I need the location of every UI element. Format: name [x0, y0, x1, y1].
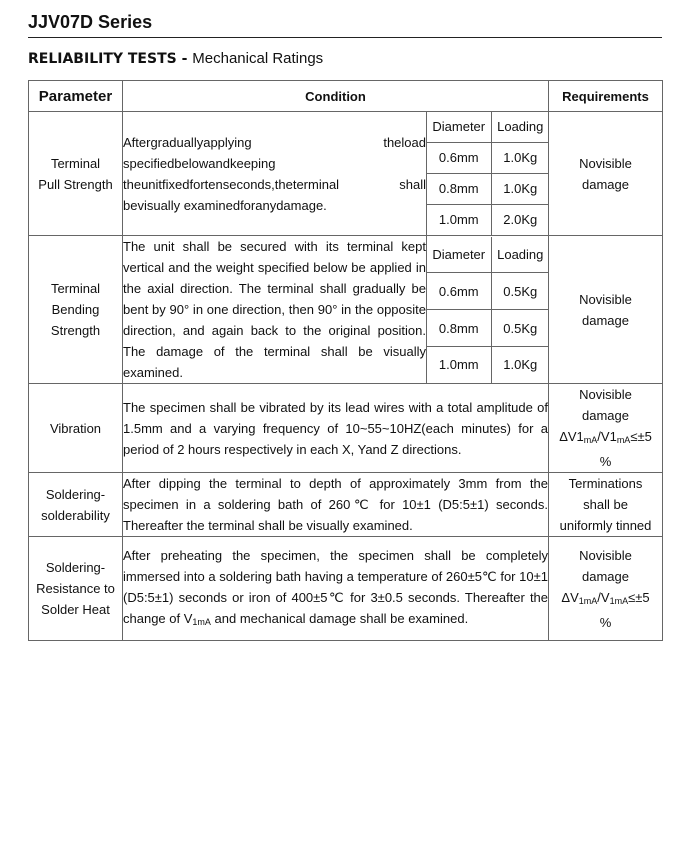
table-row-bending-strength [29, 236, 663, 384]
pull-load-subtable [427, 112, 549, 236]
sub-head-loading: Loading [491, 237, 549, 273]
sub-head-diameter: Diameter [427, 112, 491, 142]
param-pull-strength: Terminal Pull Strength [29, 112, 123, 236]
list-item: 1.0mm 2.0Kg [427, 204, 549, 235]
series-title: JJV07D Series [28, 12, 153, 32]
param-vibration: Vibration [29, 384, 123, 473]
condition-solder-heat: After preheating the specimen, the specimen shall be completely immersed into a soldering bath having a temperature of 260±5℃ for 10±1 (D5:5±1) seconds or iron of 400±5℃ for 3±0.5 seconds. Thereafter the change of $V_{1mA}$ and mechanical damage shall be examined. [123, 537, 549, 641]
req-bending-strength: Novisible damage [549, 236, 663, 384]
condition-pull-strength: Aftergraduallyapplying theload specifiedbelowandkeeping theunitfixedfortenseconds,theterminal shall bevisually examinedforanydamage. [123, 112, 427, 236]
sub-head-loading: Loading [491, 112, 549, 142]
table-row-solder-heat [29, 537, 663, 641]
req-vibration: Novisible damage $\Delta V1_{mA}/V1_{mA}\le\pm 5$ % [549, 384, 663, 473]
list-item: 0.8mm 0.5Kg [427, 310, 549, 347]
req-pull-strength: Novisible damage [549, 112, 663, 236]
list-item: 0.6mm 0.5Kg [427, 273, 549, 310]
param-solder-heat: Soldering- Resistance to Solder Heat [29, 537, 123, 641]
list-item: 0.6mm 1.0Kg [427, 142, 549, 173]
bending-load-subtable [427, 236, 549, 384]
title-divider [28, 37, 662, 38]
param-solderability: Soldering- solderability [29, 473, 123, 537]
req-solderability: Terminations shall be uniformly tinned [549, 473, 663, 537]
section-title [28, 50, 323, 67]
table-header-row [29, 81, 663, 112]
sub-head-diameter: Diameter [427, 237, 491, 273]
table-row-vibration [29, 384, 663, 473]
header-requirements: Requirements [549, 81, 663, 112]
condition-vibration: The specimen shall be vibrated by its lead wires with a total amplitude of 1.5mm and a varying frequency of 10~55~10HZ(each minutes) for a period of 2 hours respectively in each X, Yand Z directions. [123, 384, 549, 473]
section-title-bold: RELIABILITY TESTS - [28, 51, 193, 67]
param-bending-strength: Terminal Bending Strength [29, 236, 123, 384]
list-item: 1.0mm 1.0Kg [427, 347, 549, 383]
condition-bending-strength: The unit shall be secured with its terminal kept vertical and the weight specified below be applied in the axial direction. The terminal shall gradually be bent by 90° in one direction, then 90° in the opposite direction, and again back to the original position. The damage of the terminal shall be visually examined. [123, 236, 427, 384]
reliability-table [28, 80, 663, 641]
list-item: 0.8mm 1.0Kg [427, 173, 549, 204]
section-title-normal: Mechanical Ratings [192, 50, 324, 67]
req-solder-heat: Novisible damage $\Delta V_{1mA}/V_{1mA}\le\pm 5$ % [549, 537, 663, 641]
header-parameter: Parameter [29, 81, 123, 112]
table-row-solderability [29, 473, 663, 537]
condition-solderability: After dipping the terminal to depth of approximately 3mm from the specimen in a soldering bath of 260℃ for 10±1 (D5:5±1) seconds. Thereafter the terminal shall be visually examined. [123, 473, 549, 537]
header-condition: Condition [123, 81, 549, 112]
table-row-pull-strength [29, 112, 663, 236]
